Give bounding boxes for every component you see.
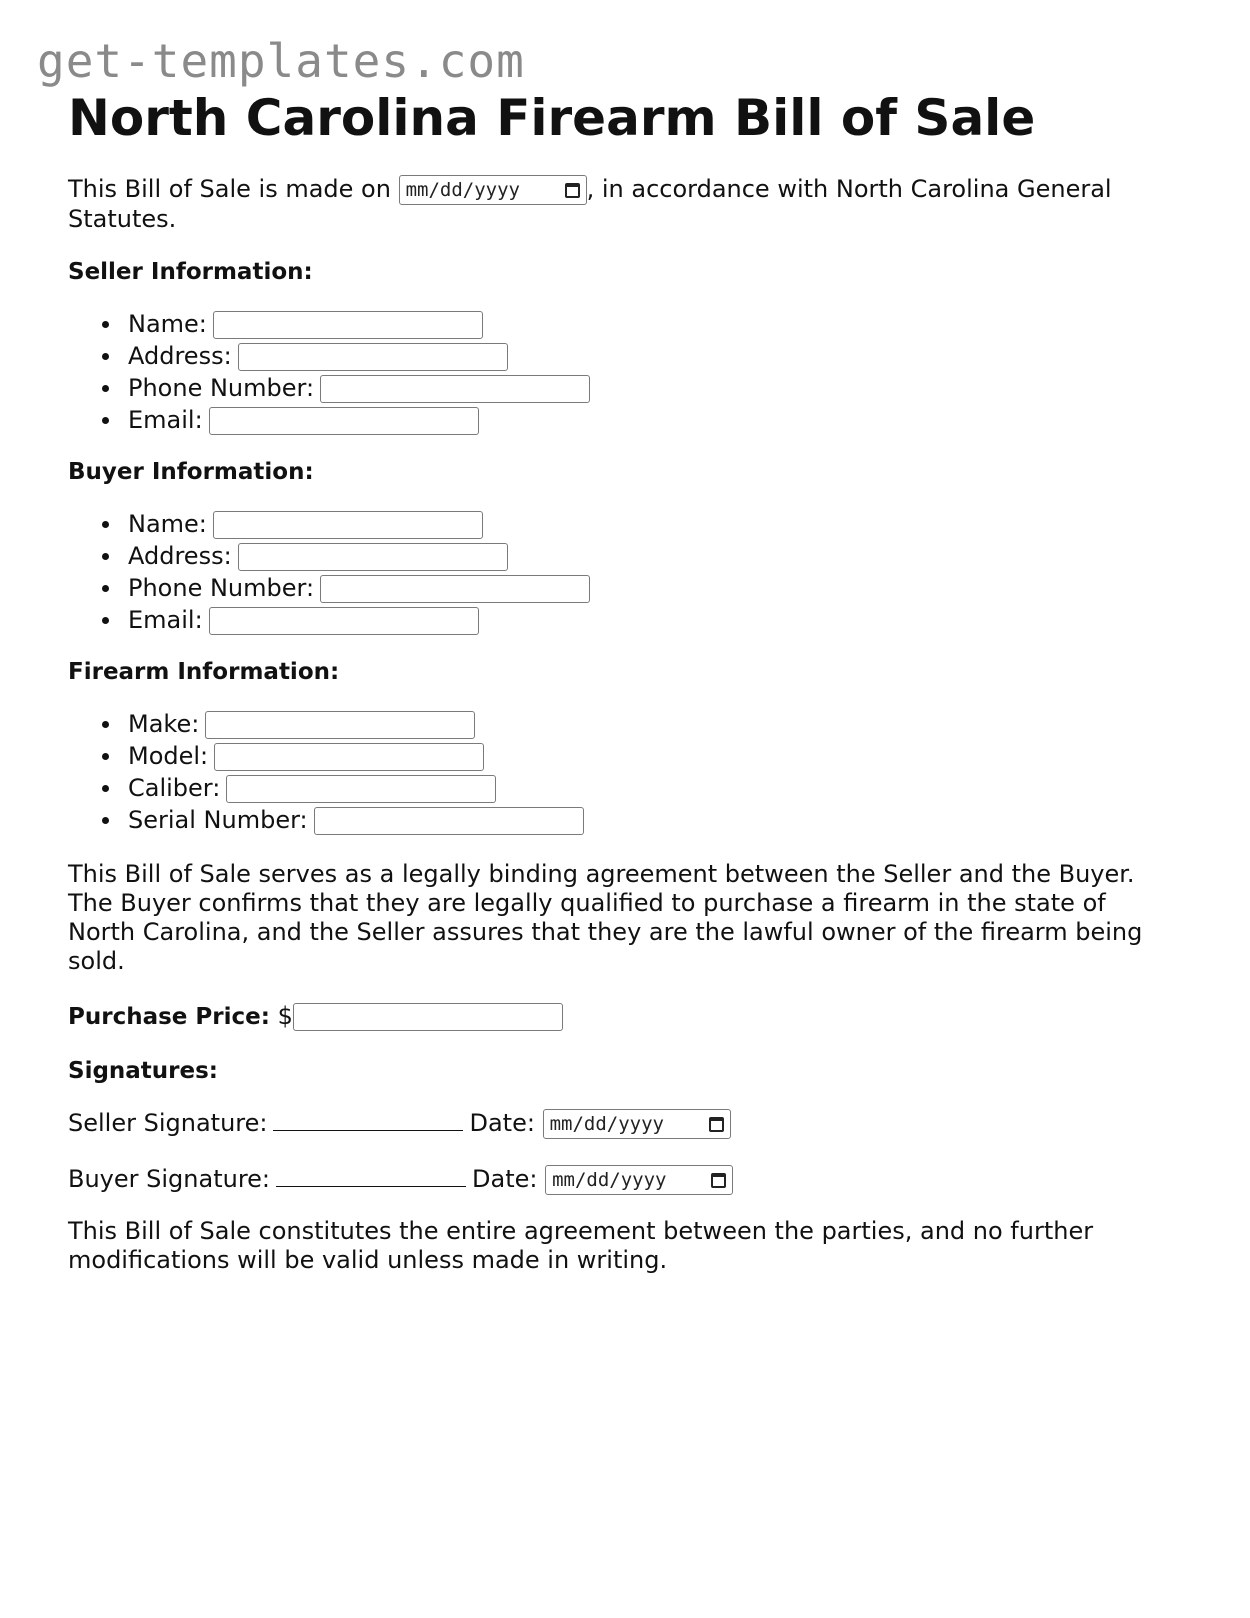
firearm-caliber-input[interactable] xyxy=(226,775,496,803)
currency-symbol: $ xyxy=(277,1002,293,1030)
agreement-paragraph: This Bill of Sale serves as a legally binding agreement between the Seller and the Buyer. The Buyer confirms that they are legally qualified to purchase a firearm in the state of North Carolina, and the Seller assures that they are the lawful owner of the firearm being sold. xyxy=(68,860,1143,975)
seller-name-item xyxy=(128,308,1178,340)
buyer-name-label: Name: xyxy=(128,510,207,538)
page-title: North Carolina Firearm Bill of Sale xyxy=(68,89,1036,147)
buyer-heading: Buyer Information: xyxy=(68,459,314,485)
seller-date-placeholder: mm/dd/yyyy xyxy=(549,1113,664,1135)
buyer-name-input[interactable] xyxy=(213,511,483,539)
seller-phone-item xyxy=(128,372,1178,404)
seller-email-input[interactable] xyxy=(209,407,479,435)
seller-date-input[interactable] xyxy=(543,1109,731,1139)
seller-date-label: Date: xyxy=(469,1109,535,1137)
buyer-signature-row xyxy=(68,1163,1178,1195)
seller-phone-input[interactable] xyxy=(320,375,590,403)
buyer-phone-input[interactable] xyxy=(320,575,590,603)
buyer-phone-item xyxy=(128,572,1178,604)
seller-address-input[interactable] xyxy=(238,343,508,371)
seller-signature-row xyxy=(68,1107,1178,1139)
document xyxy=(68,88,1178,1275)
buyer-address-input[interactable] xyxy=(238,543,508,571)
calendar-icon[interactable] xyxy=(711,1173,726,1188)
seller-signature-line[interactable] xyxy=(273,1108,463,1131)
buyer-signature-label: Buyer Signature: xyxy=(68,1165,271,1193)
firearm-make-label: Make: xyxy=(128,710,200,738)
seller-email-item xyxy=(128,404,1178,436)
buyer-email-label: Email: xyxy=(128,606,203,634)
seller-signature-label: Seller Signature: xyxy=(68,1109,268,1137)
firearm-fields-list xyxy=(68,708,1178,836)
purchase-price-row xyxy=(68,1000,1178,1033)
closing-paragraph: This Bill of Sale constitutes the entire agreement between the parties, and no further modifications will be valid unless made in writing. xyxy=(68,1217,1094,1274)
watermark: get-templates.com xyxy=(37,34,525,88)
intro-paragraph xyxy=(68,175,1178,234)
firearm-make-item xyxy=(128,708,1178,740)
seller-fields-list xyxy=(68,308,1178,436)
firearm-serial-label: Serial Number: xyxy=(128,806,308,834)
intro-text-before: This Bill of Sale is made on xyxy=(68,175,391,203)
seller-name-label: Name: xyxy=(128,310,207,338)
buyer-address-item xyxy=(128,540,1178,572)
firearm-make-input[interactable] xyxy=(205,711,475,739)
firearm-serial-input[interactable] xyxy=(314,807,584,835)
signatures-heading: Signatures: xyxy=(68,1058,219,1084)
firearm-caliber-label: Caliber: xyxy=(128,774,221,802)
calendar-icon[interactable] xyxy=(565,183,580,198)
purchase-price-input[interactable] xyxy=(293,1003,563,1031)
firearm-model-input[interactable] xyxy=(214,743,484,771)
firearm-caliber-item xyxy=(128,772,1178,804)
sale-date-placeholder: mm/dd/yyyy xyxy=(405,178,520,201)
firearm-serial-item xyxy=(128,804,1178,836)
buyer-date-label: Date: xyxy=(472,1165,538,1193)
buyer-email-input[interactable] xyxy=(209,607,479,635)
firearm-model-item xyxy=(128,740,1178,772)
seller-address-label: Address: xyxy=(128,342,232,370)
calendar-icon[interactable] xyxy=(709,1117,724,1132)
buyer-name-item xyxy=(128,508,1178,540)
buyer-address-label: Address: xyxy=(128,542,232,570)
seller-email-label: Email: xyxy=(128,406,203,434)
buyer-date-input[interactable] xyxy=(545,1165,733,1195)
buyer-date-placeholder: mm/dd/yyyy xyxy=(552,1169,667,1191)
seller-phone-label: Phone Number: xyxy=(128,374,315,402)
seller-name-input[interactable] xyxy=(213,311,483,339)
firearm-heading: Firearm Information: xyxy=(68,659,340,685)
seller-address-item xyxy=(128,340,1178,372)
buyer-fields-list xyxy=(68,508,1178,636)
seller-heading: Seller Information: xyxy=(68,259,313,285)
buyer-phone-label: Phone Number: xyxy=(128,574,315,602)
sale-date-input[interactable] xyxy=(399,175,587,205)
buyer-signature-line[interactable] xyxy=(276,1164,466,1187)
buyer-email-item xyxy=(128,604,1178,636)
firearm-model-label: Model: xyxy=(128,742,209,770)
intro-text-after: , in accordance with North Carolina General Statutes. xyxy=(68,175,1112,233)
purchase-price-label: Purchase Price: xyxy=(68,1004,270,1030)
